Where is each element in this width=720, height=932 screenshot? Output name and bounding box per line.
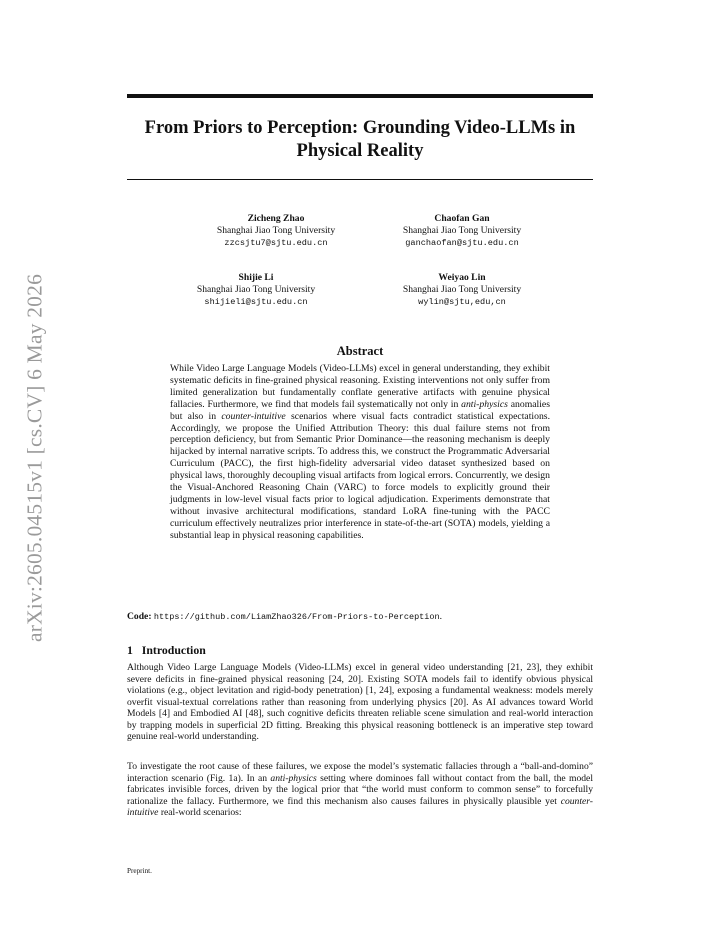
intro-emphasis: anti-physics xyxy=(270,772,317,784)
author-block xyxy=(362,272,562,308)
author-email[interactable]: zzcsjtu7@sjtu.edu.cn xyxy=(224,238,328,248)
abstract-body xyxy=(170,363,550,542)
code-link[interactable]: https://github.com/LiamZhao326/From-Priors-to-Perception xyxy=(153,612,440,622)
abstract-emphasis: anti-physics xyxy=(461,398,508,410)
title-top-rule xyxy=(127,94,593,98)
arxiv-stamp-text: arXiv:2605.04515v1 [cs.CV] 6 May 2026 xyxy=(22,273,47,643)
abstract-text: While Video Large Language Models (Video-LLMs) excel in general understanding, they exhibit systematic deficits in fine-grained physical reasoning. Existing interventions not only suffer from limited generalization but fundamentally conflate generative artifacts with genuine physical fallacies. Furthermore, we find that models fail systematically not only in xyxy=(170,363,550,410)
author-block xyxy=(362,213,562,249)
intro-emphasis: counter-intuitive xyxy=(127,795,593,819)
author-name: Shijie Li xyxy=(238,272,274,283)
section-heading xyxy=(127,643,206,658)
author-affiliation: Shanghai Jiao Tong University xyxy=(216,225,336,236)
code-label: Code: xyxy=(127,611,152,622)
abstract-heading: Abstract xyxy=(336,344,384,358)
author-block xyxy=(156,272,356,308)
intro-paragraph xyxy=(127,761,593,819)
paper-title: From Priors to Perception: Grounding Video-LLMs in Physical Reality xyxy=(144,118,576,161)
intro-paragraph: Although Video Large Language Models (Video-LLMs) excel in general video understanding [21, 23], they exhibit severe deficits in fine-grained physical reasoning [24, 20]. Existing SOTA models fail to identify obvious physical violations (e.g., object levitation and rigid-body penetration) [1, 24], exposing a fundamental weakness: models merely overfit visual-textual correlations rather than reasoning from underlying physics [20]. As AI advances toward World Models [4] and Embodied AI [48], such cognitive deficits threaten reliable scene simulation and real-world interaction by trapping models in superficial 2D fitting. Breaking this physical reasoning bottleneck is an imperative step toward genuine real-world understanding. xyxy=(127,662,593,743)
abstract-emphasis: counter-intuitive xyxy=(221,410,286,422)
abstract-text: anomalies but also in xyxy=(170,398,550,422)
intro-text: To investigate the root cause of these failures, we expose the model’s systematic fallacies through a “ball-and-domino” interaction scenario (Fig. 1a). In an xyxy=(127,761,593,784)
section-title: Introduction xyxy=(141,643,206,657)
footer-note: Preprint. xyxy=(127,867,152,875)
author-email[interactable]: wylin@sjtu,edu,cn xyxy=(418,297,506,307)
arxiv-stamp xyxy=(0,0,70,932)
author-affiliation: Shanghai Jiao Tong University xyxy=(402,284,522,295)
author-affiliation: Shanghai Jiao Tong University xyxy=(402,225,522,236)
author-name: Weiyao Lin xyxy=(438,272,486,283)
author-email[interactable]: ganchaofan@sjtu.edu.cn xyxy=(405,238,519,248)
author-affiliation: Shanghai Jiao Tong University xyxy=(196,284,316,295)
code-end: . xyxy=(439,611,442,622)
author-block xyxy=(176,213,376,249)
author-email[interactable]: shijieli@sjtu.edu.cn xyxy=(204,297,308,307)
section-number: 1 xyxy=(127,643,133,657)
title-bottom-rule xyxy=(127,179,593,180)
author-name: Chaofan Gan xyxy=(434,213,490,224)
abstract-text: scenarios where visual facts contradict statistical expectations. Accordingly, we propose the Unified Attribution Theory: this dual failure stems not from perception deficiency, but from Semantic Prior Dominance—the reasoning mechanism is deeply hijacked by internal narrative scripts. To address this, we construct the Programmatic Adversarial Curriculum (PACC), the first high-fidelity adversarial video dataset synthesized based on physical laws, thoroughly decoupling visual artifacts from logical errors. Concurrently, we design the Visual-Anchored Reasoning Chain (VARC) to force models to explicitly ground their judgments in low-level visual facts prior to logical adjudication. Experiments demonstrate that without invasive architectural modifications, standard LoRA fine-tuning with the PACC curriculum effectively neutralizes prior interference in state-of-the-art (SOTA) models, yielding a substantial leap in physical reasoning capabilities. xyxy=(170,410,550,541)
intro-text: real-world scenarios: xyxy=(158,807,242,819)
code-line xyxy=(127,611,607,622)
intro-text: setting where dominoes fall without contact from the ball, the model fabricates invisible forces, driven by the logical prior that “the world must conform to common sense” to forcefully rationalize the fallacy. Furthermore, we find this mechanism also causes failures in physically plausible yet xyxy=(127,772,593,807)
author-name: Zicheng Zhao xyxy=(247,213,305,224)
